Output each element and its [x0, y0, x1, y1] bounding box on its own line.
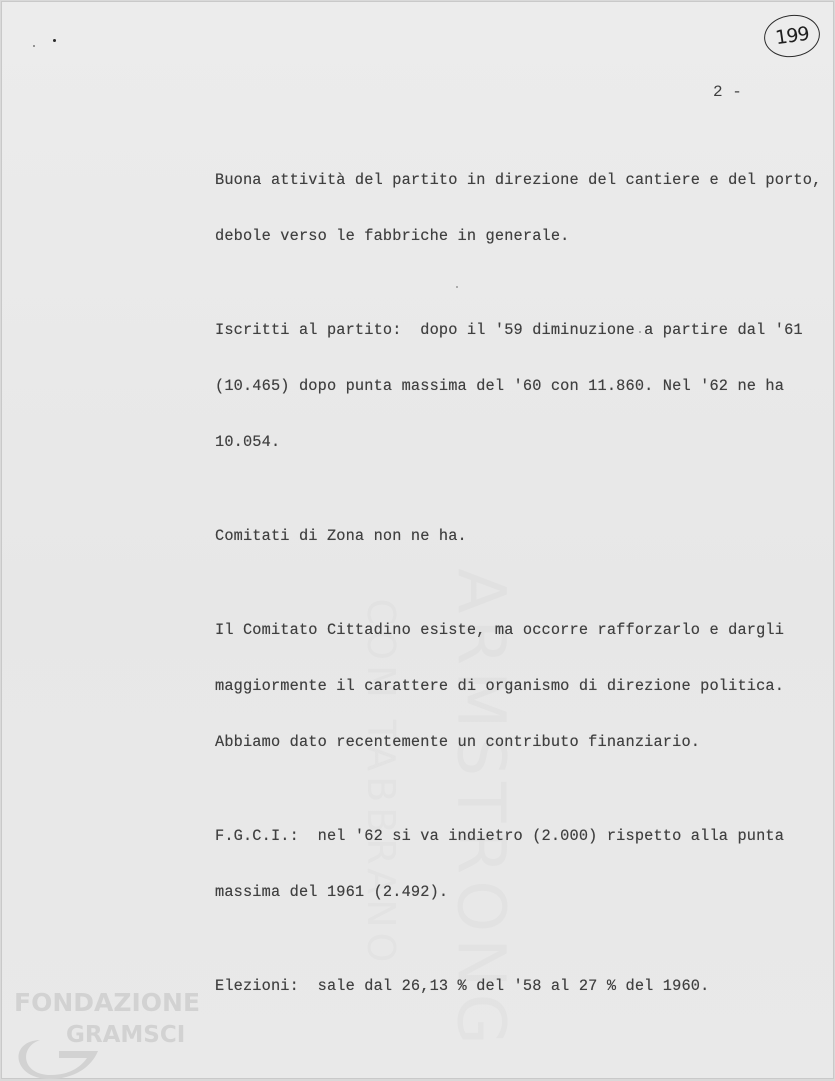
fondazione-gramsci-logo	[11, 987, 216, 1079]
gramsci-logo-icon	[11, 987, 216, 1079]
text-line: Buona attività del partito in direzione del cantiere e del porto,	[214, 171, 822, 189]
paragraph-elections	[159, 944, 809, 1028]
watermark-main: ARMSTRONG	[442, 568, 520, 1051]
paragraph-committees	[159, 494, 809, 578]
paragraph-city-committee	[159, 588, 809, 784]
text-line: (10.465) dopo punta massima del '60 con 11.860. Nel '62 ne ha	[214, 377, 785, 395]
page-number: 2 -	[713, 83, 742, 101]
text-line: Abbiamo dato recentemente un contributo finanziario.	[214, 733, 701, 751]
text-line: maggiormente il carattere di organismo di direzione politica.	[214, 677, 785, 695]
text-line: debole verso le fabbriche in generale.	[214, 227, 570, 245]
text-line: Iscritti al partito: dopo il '59 diminuzione a partire dal '61	[214, 321, 803, 339]
document-page	[1, 1, 834, 1079]
paragraph-activity	[159, 138, 822, 278]
text-line: F.G.C.I.: nel '62 si va indietro (2.000) rispetto alla punta	[214, 827, 785, 845]
svg-text:GRAMSCI: GRAMSCI	[66, 1022, 186, 1048]
text-line: massima del 1961 (2.492).	[214, 883, 449, 901]
svg-text:FONDAZIONE: FONDAZIONE	[14, 988, 201, 1017]
archive-number-stamp: 199	[761, 11, 822, 60]
text-line: Comitati di Zona non ne ha.	[214, 527, 467, 545]
paragraph-fgci	[159, 794, 809, 934]
text-line: Il Comitato Cittadino esiste, ma occorre rafforzarlo e dargli	[214, 621, 785, 639]
ink-speck	[53, 39, 56, 42]
typed-text-body	[159, 138, 822, 1028]
paragraph-members	[159, 288, 809, 484]
ink-speck	[33, 45, 35, 47]
text-line: Elezioni: sale dal 26,13 % del '58 al 27 % del 1960.	[214, 977, 710, 995]
text-line: 10.054.	[214, 433, 281, 451]
